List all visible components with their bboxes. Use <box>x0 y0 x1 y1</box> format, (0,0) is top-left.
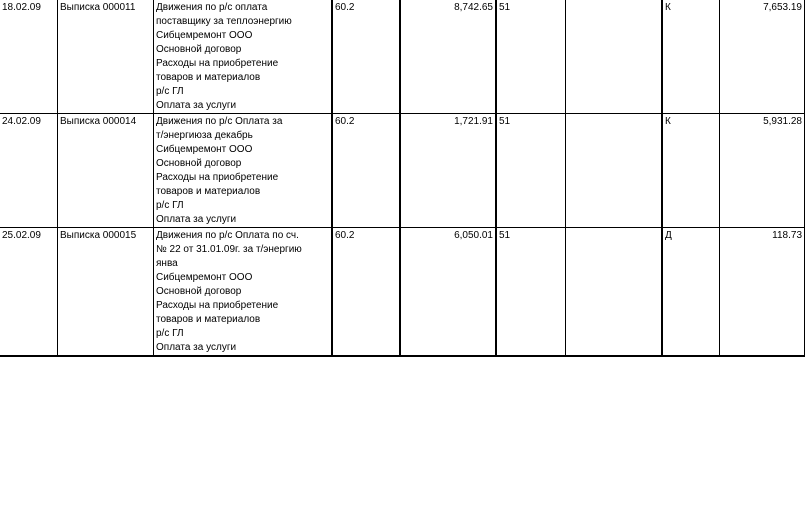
description-line: Основной договор <box>156 286 242 297</box>
amount-cell: 6,050.01 <box>400 228 496 357</box>
description-line: Сибцемремонт ООО <box>156 272 253 283</box>
date-cell: 24.02.09 <box>0 114 58 228</box>
balance-cell: 118.73 <box>720 228 805 357</box>
description-line: Основной договор <box>156 158 242 169</box>
description-line: р/с ГЛ <box>156 200 184 211</box>
description-line: поставщику за теплоэнергию <box>156 16 292 27</box>
empty-cell <box>566 0 663 114</box>
description-line: Расходы на приобретение <box>156 58 279 69</box>
balance-cell: 5,931.28 <box>720 114 805 228</box>
description-line: т/энергиюза декабрь <box>156 130 253 141</box>
empty-cell <box>566 114 663 228</box>
account-cell: 60.2 <box>332 0 400 114</box>
description-line: № 22 от 31.01.09г. за т/энергию <box>156 244 302 255</box>
balance-cell: 7,653.19 <box>720 0 805 114</box>
corr-account-cell: 51 <box>496 114 566 228</box>
description-line: Движения по р/с Оплата по сч. <box>156 230 299 241</box>
debit-credit-cell: Д <box>662 228 720 357</box>
description-line: Оплата за услуги <box>156 214 237 225</box>
corr-account-cell: 51 <box>496 0 566 114</box>
description-line: Оплата за услуги <box>156 342 237 353</box>
description-line: Сибцемремонт ООО <box>156 144 253 155</box>
description-line: Сибцемремонт ООО <box>156 30 253 41</box>
description-line: Движения по р/с Оплата за <box>156 116 283 127</box>
document-cell: Выписка 000011 <box>58 0 154 114</box>
description-line: Расходы на приобретение <box>156 172 279 183</box>
description-line: р/с ГЛ <box>156 328 184 339</box>
amount-cell: 1,721.91 <box>400 114 496 228</box>
account-cell: 60.2 <box>332 228 400 357</box>
document-cell: Выписка 000014 <box>58 114 154 228</box>
table-row <box>0 0 805 114</box>
table-row <box>0 114 805 228</box>
description-cell <box>154 114 333 228</box>
description-cell <box>154 0 333 114</box>
account-cell: 60.2 <box>332 114 400 228</box>
description-line: Движения по р/с оплата <box>156 2 268 13</box>
document-cell: Выписка 000015 <box>58 228 154 357</box>
description-cell <box>154 228 333 357</box>
empty-cell <box>566 228 663 357</box>
debit-credit-cell: К <box>662 114 720 228</box>
description-line: Расходы на приобретение <box>156 300 279 311</box>
description-line: р/с ГЛ <box>156 86 184 97</box>
amount-cell: 8,742.65 <box>400 0 496 114</box>
description-line: товаров и материалов <box>156 186 261 197</box>
description-line: товаров и материалов <box>156 72 261 83</box>
debit-credit-cell: К <box>662 0 720 114</box>
description-line: товаров и материалов <box>156 314 261 325</box>
description-line: янва <box>156 258 178 269</box>
corr-account-cell: 51 <box>496 228 566 357</box>
table-row <box>0 228 805 357</box>
description-line: Оплата за услуги <box>156 100 237 111</box>
description-line: Основной договор <box>156 44 242 55</box>
date-cell: 18.02.09 <box>0 0 58 114</box>
date-cell: 25.02.09 <box>0 228 58 357</box>
